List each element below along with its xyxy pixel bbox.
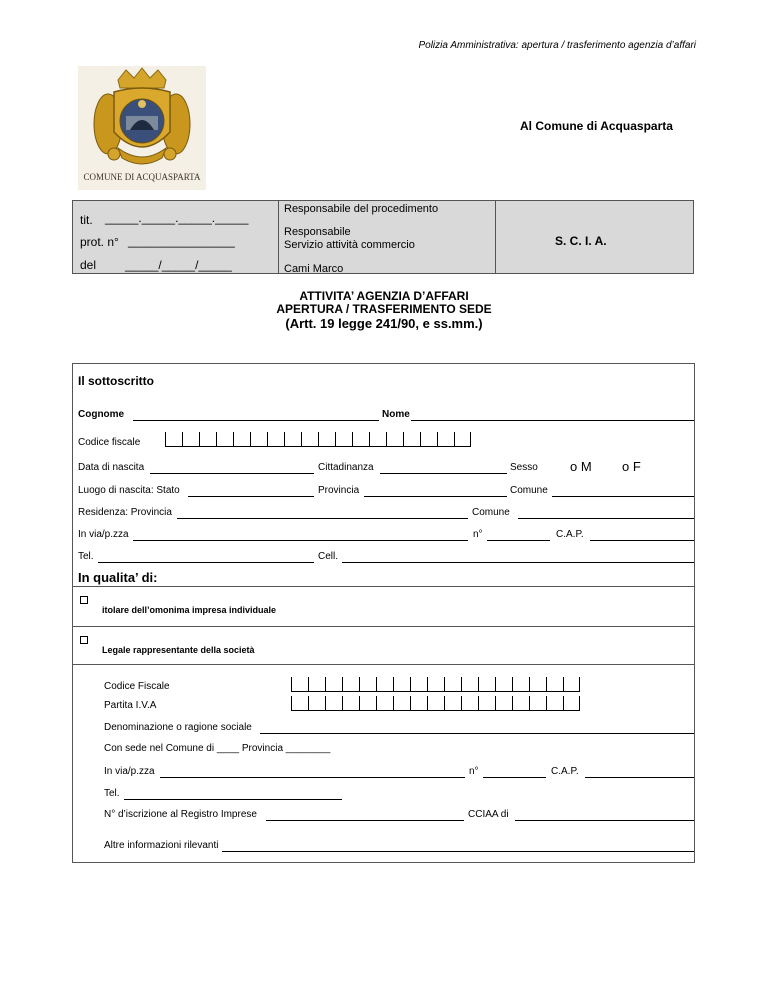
altre-info-field[interactable] [222,851,694,852]
cell-label: Cell. [318,551,339,562]
societa-numero-field[interactable] [483,777,546,778]
data-nascita-label: Data di nascita [78,462,145,473]
partita-iva-label: Partita I.V.A [104,700,157,711]
societa-cap-label: C.A.P. [551,766,579,777]
societa-cap-field[interactable] [585,777,694,778]
denominazione-field[interactable] [260,733,694,734]
tit-label: tit. [80,213,93,227]
data-nascita-field[interactable] [150,473,314,474]
cittadinanza-field[interactable] [380,473,507,474]
option2-label: Legale rappresentante della società [102,645,255,655]
prot-blank[interactable]: ________________ [128,234,235,248]
resp-line2: Servizio attività commercio [284,239,415,251]
codice-fiscale-label: Codice fiscale [78,437,141,448]
tit-blank[interactable]: _____._____._____._____ [105,211,249,225]
provincia-label: Provincia [318,485,360,496]
protocol-box [72,200,694,274]
tel-label: Tel. [78,551,94,562]
cciaa-field[interactable] [515,820,694,821]
cell-field[interactable] [342,562,694,563]
del-blank[interactable]: _____/_____/_____ [125,258,232,272]
cap-field[interactable] [590,540,694,541]
nome-field[interactable] [411,420,694,421]
societa-via-field[interactable] [160,777,465,778]
cognome-field[interactable] [133,420,379,421]
societa-via-label: In via/p.zza [104,766,155,777]
cciaa-label: CCIAA di [468,809,509,820]
residenza-label: Residenza: Provincia [78,507,172,518]
via-label: In via/p.zza [78,529,129,540]
logo-caption: COMUNE DI ACQUASPARTA [83,172,201,182]
sottoscritto-heading: Il sottoscritto [78,374,155,388]
codice-fiscale-cells[interactable] [165,432,471,447]
societa-tel-label: Tel. [104,788,120,799]
luogo-nascita-label: Luogo di nascita: Stato [78,485,180,496]
registro-label: N° d’iscrizione al Registro Imprese [104,809,257,820]
comune-field[interactable] [552,496,694,497]
divider [72,586,695,587]
prot-label: prot. n° [80,235,119,249]
divider [72,664,695,665]
denominazione-label: Denominazione o ragione sociale [104,722,252,733]
comune-logo [78,66,206,190]
cognome-label: Cognome [78,409,125,420]
resp-line1: Responsabile [284,226,351,238]
numero-label: n° [473,529,483,540]
nome-label: Nome [382,409,410,420]
option2-checkbox[interactable] [80,636,88,644]
sesso-f-option[interactable]: o F [622,459,641,474]
societa-cf-label: Codice Fiscale [104,681,170,692]
numero-field[interactable] [487,540,550,541]
residenza-comune-field[interactable] [518,518,694,519]
header-caption: Polizia Amministrativa: apertura / trasferimento agenzia d’affari [418,40,696,51]
sede-label[interactable]: Con sede nel Comune di ____ Provincia ________ [104,743,331,754]
tel-field[interactable] [98,562,314,563]
scia-label: S. C. I. A. [555,234,607,248]
residenza-provincia-field[interactable] [177,518,468,519]
del-label: del [80,258,97,272]
altre-info-label: Altre informazioni rilevanti [104,840,219,851]
partita-iva-cells[interactable] [291,696,580,711]
stato-field[interactable] [188,496,314,497]
societa-numero-label: n° [469,766,479,777]
societa-cf-cells[interactable] [291,677,580,692]
via-field[interactable] [133,540,468,541]
option1-label: itolare dell’omonima impresa individuale [102,605,277,615]
resp-name: Cami Marco [284,263,344,275]
divider [72,626,695,627]
option1-checkbox[interactable] [80,596,88,604]
title-line1: ATTIVITA’ AGENZIA D’AFFARI [299,289,469,303]
sesso-label: Sesso [510,462,538,473]
sesso-m-option[interactable]: o M [570,459,592,474]
addressee: Al Comune di Acquasparta [520,119,673,133]
title-line2: APERTURA / TRASFERIMENTO SEDE [276,302,492,316]
provincia-field[interactable] [364,496,507,497]
comune-label: Comune [510,485,548,496]
societa-tel-field[interactable] [124,799,342,800]
qualita-heading: In qualita’ di: [78,570,158,585]
title-line3: (Artt. 19 legge 241/90, e ss.mm.) [285,316,483,331]
residenza-comune-label: Comune [472,507,510,518]
cap-label: C.A.P. [556,529,584,540]
registro-field[interactable] [266,820,464,821]
cittadinanza-label: Cittadinanza [318,462,374,473]
resp-proc-label: Responsabile del procedimento [284,203,439,215]
